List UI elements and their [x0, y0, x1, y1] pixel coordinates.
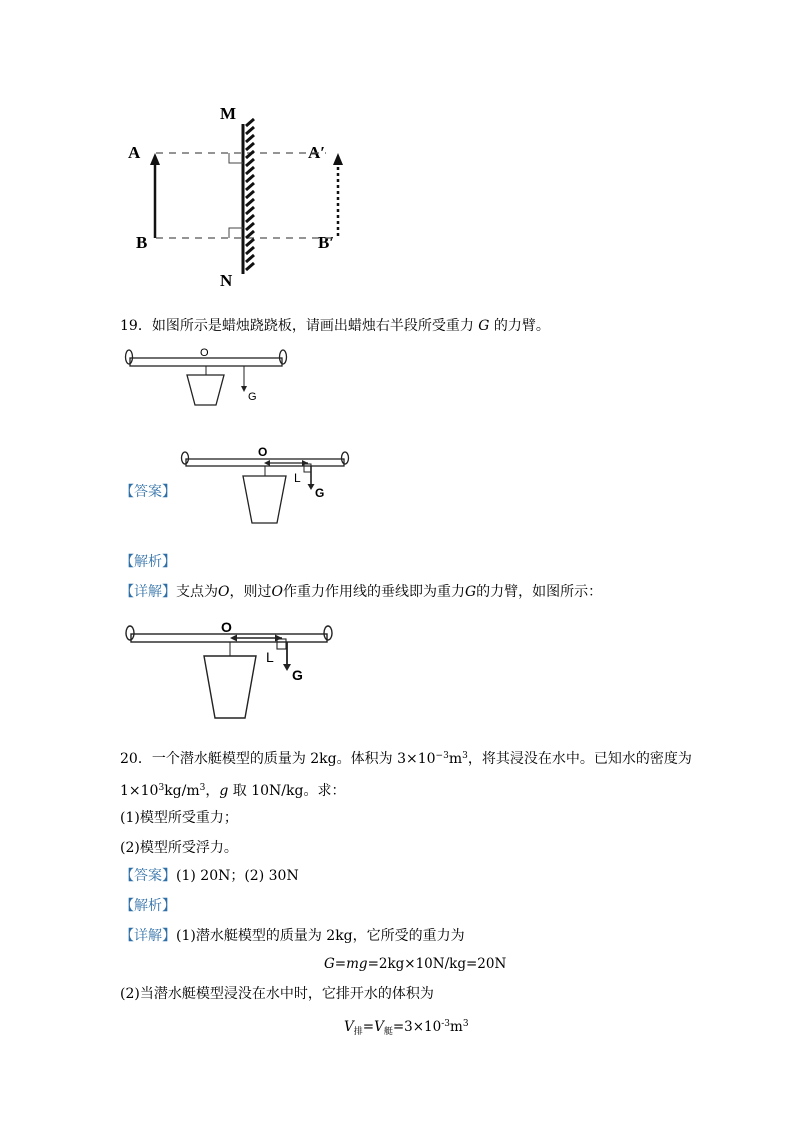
q20-equation-2 [344, 1014, 469, 1042]
q20-l2-text-3: ， [205, 783, 220, 799]
question-20-line2 [120, 778, 345, 801]
answer-candle-end-left [182, 452, 189, 464]
gravity-arrow-head [241, 386, 247, 392]
eq1-G: G [324, 956, 335, 972]
eq2-equals: = [362, 1019, 375, 1035]
q20-subquestion-2: (2)模型所受浮力。 [120, 840, 238, 856]
q20-detail-text: (1)潜水艇模型的质量为 2kg，它所受的重力为 [176, 928, 465, 944]
answer-label-O: O [258, 445, 268, 459]
eq2-rest: =3×10 [392, 1019, 442, 1035]
q20-exp-1: −3 [435, 751, 449, 761]
detail-right-angle-box [277, 639, 286, 649]
answer-right-angle-box [304, 464, 311, 472]
q19-detail-text-4: 的力臂，如图所示： [476, 584, 603, 600]
detail-candle-body [131, 634, 327, 642]
label-N: N [220, 271, 233, 290]
eq2-unit: m [450, 1019, 463, 1035]
cup-support [187, 375, 224, 405]
eq2-sub-pai: 排 [353, 1027, 363, 1037]
q20-l2-text-4: 取 10N/kg。求： [228, 783, 346, 799]
q19-detail-text-2: ，则过 [229, 584, 272, 600]
answer-lever-arm-head-left [264, 460, 270, 466]
answer-lever-arm-head-right [302, 460, 308, 466]
q20-l2-exp-2: 3 [199, 783, 206, 793]
q20-l2-text-1: 1×10 [120, 783, 159, 799]
label-B: B [136, 233, 148, 252]
q19-detail-var-O1: O [218, 584, 230, 600]
answer-label-L: L [294, 471, 301, 485]
label-B-prime: B′ [318, 233, 335, 252]
detail-lever-arm-head-right [275, 635, 282, 642]
fig-label-G: G [248, 391, 257, 403]
right-angle-mark-top [229, 153, 243, 163]
q20-detail [120, 926, 465, 946]
q20-detail-tag: 【详解】 [120, 928, 176, 944]
candle-end-left [126, 350, 133, 364]
candle-body [130, 358, 282, 366]
detail-label-O: O [221, 619, 232, 635]
q20-answer [120, 866, 299, 886]
q20-text-3: ，将其浸没在水中。已知水的密度为 [467, 751, 692, 767]
q19-text-end: 的力臂。 [493, 318, 550, 334]
q19-detail-tag: 【详解】 [120, 584, 176, 600]
q20-analysis-tag: 【解析】 [120, 898, 176, 914]
q20-l2-exp-1: 3 [158, 783, 165, 793]
detail-candle-end-right [324, 626, 332, 640]
eq2-sub-ting: 艇 [383, 1027, 393, 1037]
label-M: M [220, 104, 237, 123]
q19-answer-tag: 【答案】 [120, 484, 176, 500]
eq1-mg: mg [346, 956, 368, 972]
eq2-V: V [344, 1019, 354, 1035]
mirror-image-figure [120, 96, 360, 296]
q20-exp-2: 3 [462, 751, 468, 761]
q19-detail [120, 582, 602, 602]
answer-label-G: G [315, 486, 325, 500]
q20-l2-text-2: kg/m [164, 783, 200, 799]
answer-gravity-head [308, 484, 315, 490]
candle-end-right [280, 350, 287, 364]
q20-l2-var-g: g [219, 783, 229, 799]
seesaw-figure [120, 344, 300, 414]
q19-answer-figure [178, 442, 358, 532]
right-angle-mark-bottom [229, 228, 243, 238]
eq2-exp-1: -3 [441, 1019, 451, 1029]
q19-detail-figure [120, 616, 340, 722]
label-A-prime: A′ [308, 143, 326, 162]
q19-text: 19．如图所示是蜡烛跷跷板，请画出蜡烛右半段所受重力 [120, 318, 474, 334]
answer-candle-end-right [342, 452, 349, 464]
detail-label-G: G [292, 667, 303, 683]
detail-lever-arm-head-left [230, 635, 237, 642]
eq1-equals: = [334, 956, 347, 972]
q20-text-2: m [448, 751, 463, 767]
answer-cup-support [243, 476, 286, 523]
fig-label-O: O [200, 347, 209, 359]
q20-answer-tag: 【答案】 [120, 868, 176, 884]
q20-text-1: 20．一个潜水艇模型的质量为 2kg。体积为 3×10 [120, 751, 436, 767]
detail-gravity-head [283, 664, 291, 671]
eq1-rest: =2kg×10N/kg=20N [367, 956, 507, 972]
q19-detail-var-G: G [464, 584, 477, 600]
q19-analysis-tag: 【解析】 [120, 554, 176, 570]
mirror-hatching [246, 119, 254, 270]
q20-equation-1 [324, 954, 506, 974]
object-arrow-head [150, 153, 160, 165]
image-arrow-head [333, 153, 343, 165]
q19-var-G: G [478, 318, 490, 334]
question-19 [120, 316, 550, 336]
question-20-line1 [120, 746, 692, 769]
detail-candle-end-left [126, 626, 134, 640]
q19-detail-text-3: 作重力作用线的垂线即为重力 [282, 584, 465, 600]
label-A: A [128, 143, 141, 162]
detail-cup-support [204, 656, 256, 718]
q19-detail-var-O2: O [271, 584, 283, 600]
q20-answer-text: (1) 20N；(2) 30N [176, 868, 299, 884]
q19-detail-text-1: 支点为 [176, 584, 218, 600]
q20-subquestion-1: (1)模型所受重力； [120, 810, 238, 826]
eq2-exp-2: 3 [462, 1019, 469, 1029]
detail-label-L: L [266, 649, 274, 665]
q20-detail-2: (2)当潜水艇模型浸没在水中时，它排开水的体积为 [120, 986, 434, 1002]
eq2-V2: V [374, 1019, 384, 1035]
